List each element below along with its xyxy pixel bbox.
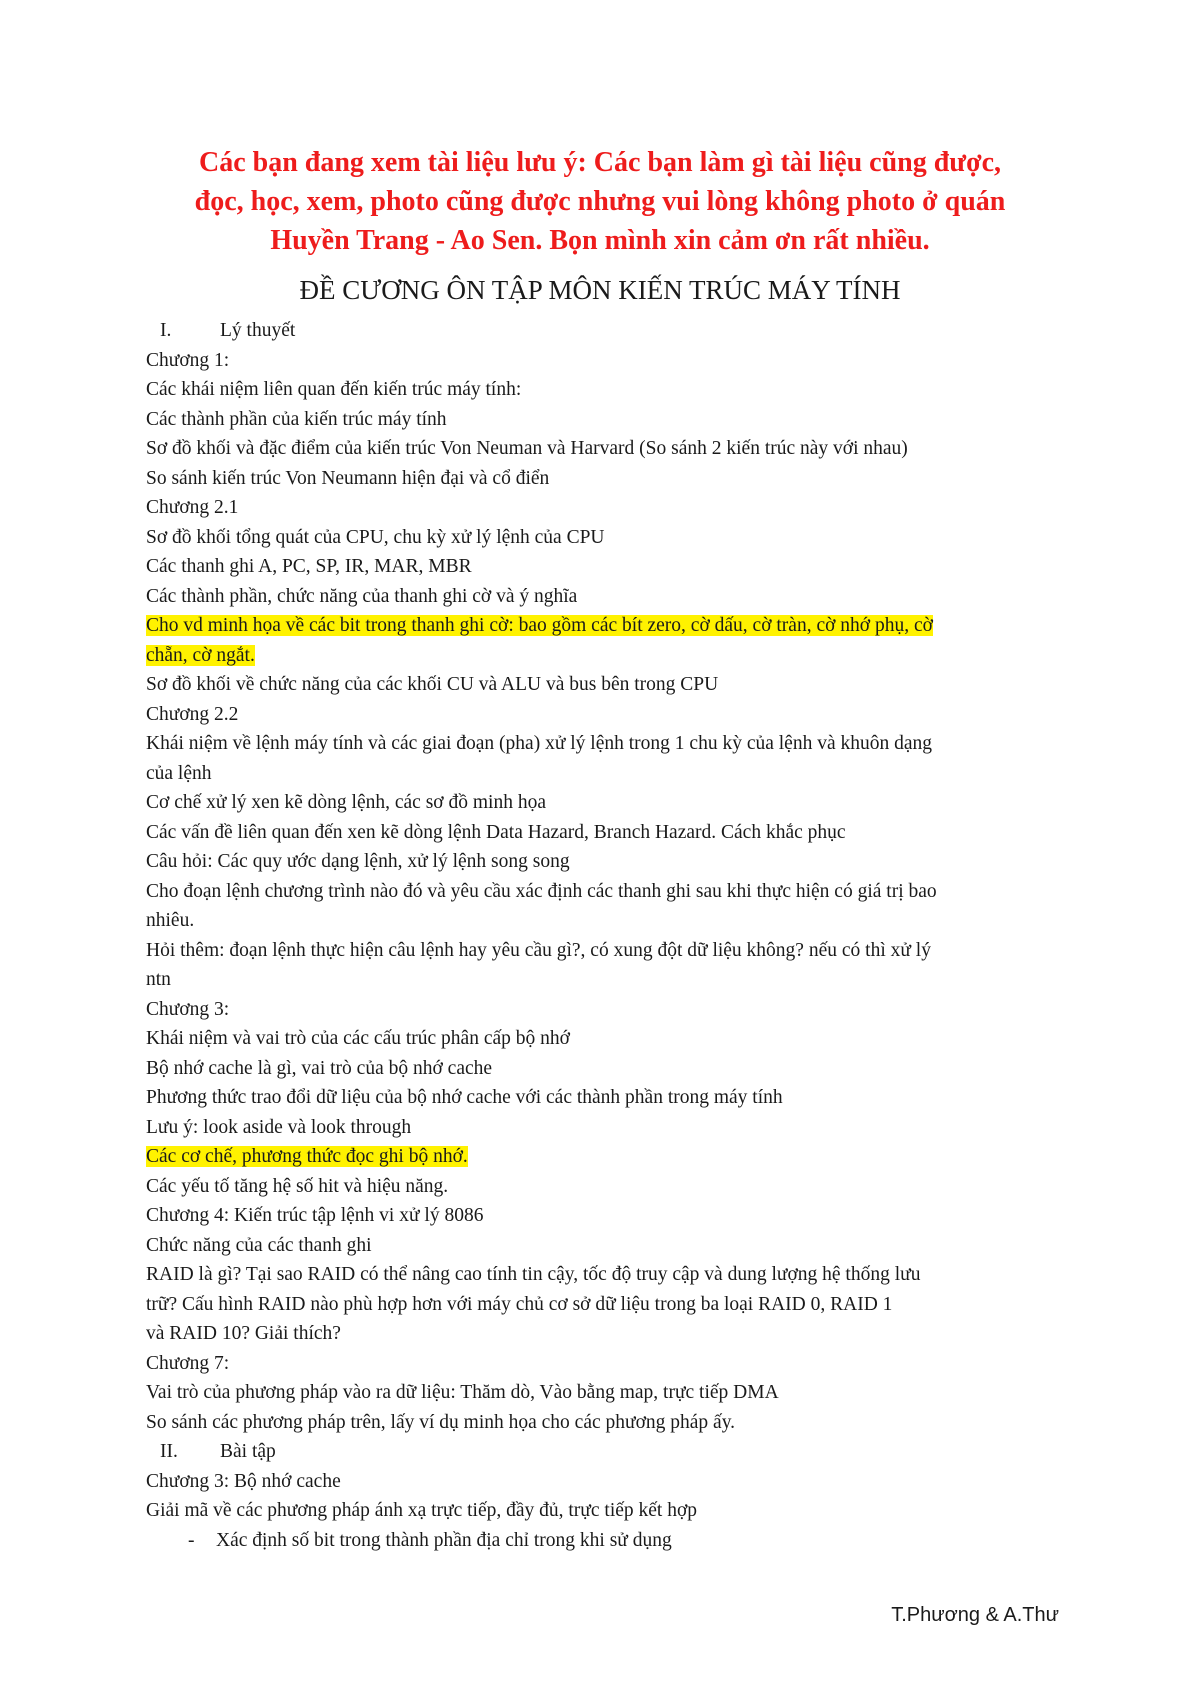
text-line: Sơ đồ khối tổng quát của CPU, chu kỳ xử lý lệnh của CPU	[146, 526, 605, 548]
notice-line: đọc, học, xem, photo cũng được nhưng vui lòng không photo ở quán	[194, 186, 1006, 217]
text-line: Giải mã về các phương pháp ánh xạ trực tiếp, đầy đủ, trực tiếp kết hợp	[146, 1500, 698, 1521]
text-line: RAID là gì? Tại sao RAID có thể nâng cao tính tin cậy, tốc độ truy cập và dung lượng hệ thống lưu	[146, 1264, 921, 1285]
chapter-heading: Chương 4: Kiến trúc tập lệnh vi xử lý 8086	[146, 1205, 484, 1226]
text-line: Sơ đồ khối và đặc điểm của kiến trúc Von Neuman và Harvard (So sánh 2 kiến trúc này với nhau)	[146, 438, 908, 459]
chapter-heading: Chương 1:	[146, 349, 230, 371]
text-line: So sánh các phương pháp trên, lấy ví dụ minh họa cho các phương pháp ấy.	[146, 1411, 736, 1433]
text-line: và RAID 10? Giải thích?	[146, 1323, 341, 1344]
text-line: Phương thức trao đổi dữ liệu của bộ nhớ cache với các thành phần trong máy tính	[146, 1087, 783, 1108]
text-line: Các yếu tố tăng hệ số hit và hiệu năng.	[146, 1175, 449, 1197]
text-line: Khái niệm về lệnh máy tính và các giai đoạn (pha) xử lý lệnh trong 1 chu kỳ của lệnh và khuôn dạng	[146, 733, 933, 754]
text-line: Các thanh ghi A, PC, SP, IR, MAR, MBR	[146, 556, 472, 577]
text-line: Các vấn đề liên quan đến xen kẽ dòng lệnh Data Hazard, Branch Hazard. Cách khắc phục	[146, 821, 846, 843]
chapter-heading: Chương 3:	[146, 998, 230, 1020]
text-line: của lệnh	[146, 762, 212, 784]
text-line: Sơ đồ khối về chức năng của các khối CU và ALU và bus bên trong CPU	[146, 674, 719, 695]
text-line: Các thành phần của kiến trúc máy tính	[146, 408, 447, 430]
text-line: Cơ chế xử lý xen kẽ dòng lệnh, các sơ đồ minh họa	[146, 792, 546, 813]
section-label: Bài tập	[220, 1441, 276, 1462]
text-line: Câu hỏi: Các quy ước dạng lệnh, xử lý lệnh song song	[146, 851, 570, 872]
text-line: Các khái niệm liên quan đến kiến trúc máy tính:	[146, 379, 522, 400]
notice-banner	[140, 143, 1060, 260]
document-body	[146, 316, 1066, 1555]
highlighted-text: Cho vd minh họa về các bit trong thanh ghi cờ: bao gồm các bít zero, cờ dấu, cờ tràn, cờ nhớ phụ, cờ	[146, 615, 933, 636]
highlighted-text: Các cơ chế, phương thức đọc ghi bộ nhớ.	[146, 1146, 468, 1167]
text-line: trữ? Cấu hình RAID nào phù hợp hơn với máy chủ cơ sở dữ liệu trong ba loại RAID 0, RAID 1	[146, 1293, 893, 1315]
text-line: Vai trò của phương pháp vào ra dữ liệu: Thăm dò, Vào bằng map, trực tiếp DMA	[146, 1382, 779, 1403]
page-footer: T.Phương & A.Thư	[891, 1604, 1059, 1626]
text-line: ntn	[146, 969, 171, 990]
text-line: Chức năng của các thanh ghi	[146, 1234, 372, 1256]
section-number: II.	[160, 1441, 178, 1462]
highlighted-line	[146, 611, 1066, 641]
text-line: So sánh kiến trúc Von Neumann hiện đại và cổ điển	[146, 467, 550, 489]
highlighted-line	[146, 1142, 1066, 1172]
chapter-heading: Chương 2.1	[146, 497, 239, 518]
text-line: nhiêu.	[146, 910, 195, 931]
section-heading	[146, 316, 1066, 346]
notice-line: Các bạn đang xem tài liệu lưu ý: Các bạn làm gì tài liệu cũng được,	[198, 147, 1002, 178]
text-line: Cho đoạn lệnh chương trình nào đó và yêu cầu xác định các thanh ghi sau khi thực hiện có giá trị bao	[146, 880, 937, 902]
dash-bullet: -	[188, 1529, 195, 1551]
chapter-heading: Chương 3: Bộ nhớ cache	[146, 1470, 341, 1492]
section-label: Lý thuyết	[220, 320, 296, 341]
notice-line: Huyền Trang - Ao Sen. Bọn mình xin cảm ơn rất nhiều.	[270, 225, 930, 256]
bullet-line	[146, 1526, 1066, 1556]
bullet-text: Xác định số bit trong thành phần địa chỉ trong khi sử dụng	[216, 1529, 672, 1551]
section-number: I.	[160, 320, 172, 341]
highlighted-line	[146, 641, 1066, 671]
text-line: Các thành phần, chức năng của thanh ghi cờ và ý nghĩa	[146, 585, 578, 607]
text-line: Bộ nhớ cache là gì, vai trò của bộ nhớ cache	[146, 1057, 493, 1079]
document-title: ĐỀ CƯƠNG ÔN TẬP MÔN KIẾN TRÚC MÁY TÍNH	[299, 275, 901, 305]
chapter-heading: Chương 7:	[146, 1352, 230, 1374]
text-line: Lưu ý: look aside và look through	[146, 1116, 412, 1138]
section-heading	[146, 1437, 1066, 1467]
text-line: Hỏi thêm: đoạn lệnh thực hiện câu lệnh hay yêu cầu gì?, có xung đột dữ liệu không? nếu có thì xử lý	[146, 939, 931, 961]
highlighted-text: chẵn, cờ ngắt.	[146, 644, 255, 666]
text-line: Khái niệm và vai trò của các cấu trúc phân cấp bộ nhớ	[146, 1028, 570, 1049]
chapter-heading: Chương 2.2	[146, 703, 239, 725]
